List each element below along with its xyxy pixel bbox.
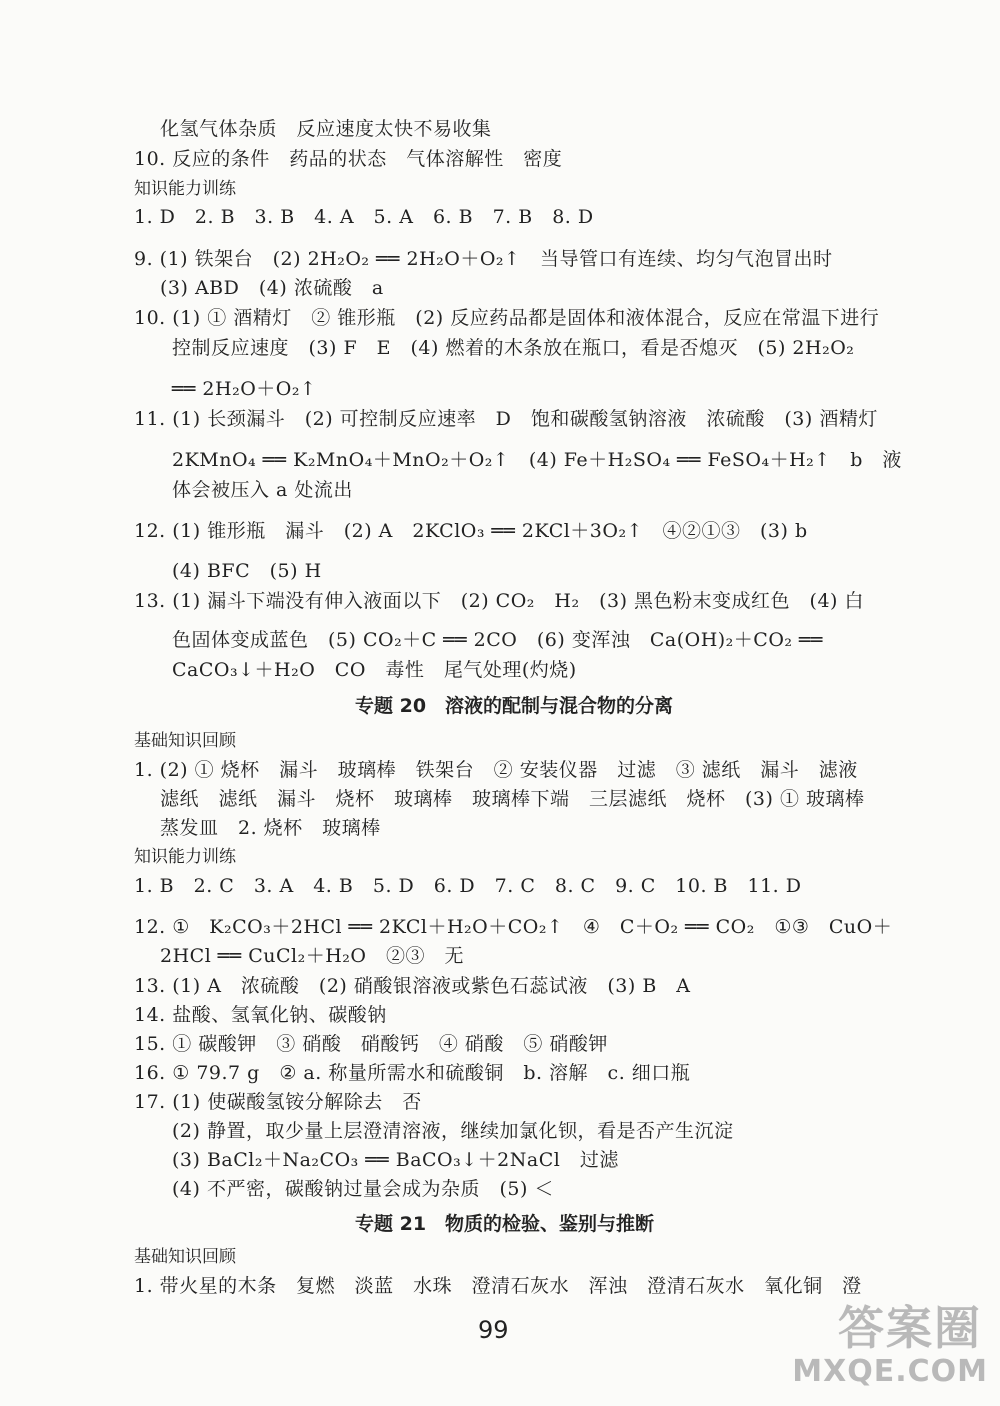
text-line: 化氢气体杂质 反应速度太快不易收集 (160, 118, 492, 140)
text-line: (2) 静置，取少量上层澄清溶液，继续加氯化钡，看是否产生沉淀 (172, 1120, 734, 1142)
text-line: 16. ① 79.7 g ② a. 称量所需水和硫酸铜 b. 溶解 c. 细口瓶 (134, 1062, 691, 1084)
text-line: (3) ABD (4) 浓硫酸 a (160, 277, 384, 299)
text-line: (4) BFC (5) H (172, 560, 322, 582)
subsection-heading: 基础知识回顾 (134, 1247, 236, 1267)
subsection-heading: 知识能力训练 (134, 847, 236, 867)
text-line: 滤纸 滤纸 漏斗 烧杯 玻璃棒 玻璃棒下端 三层滤纸 烧杯 (3) ① 玻璃棒 (160, 788, 865, 810)
text-line: 12. (1) 锥形瓶 漏斗 (2) A 2KClO₃ ══ 2KCl＋3O₂↑ ④②①③ (3) b (134, 520, 808, 542)
subsection-heading: 知识能力训练 (134, 179, 236, 199)
text-line: 蒸发皿 2. 烧杯 玻璃棒 (160, 817, 381, 839)
section-title: 专题 20 溶液的配制与混合物的分离 (355, 695, 674, 717)
text-line: 10. (1) ① 酒精灯 ② 锥形瓶 (2) 反应药品都是固体和液体混合，反应在常温下进行 (134, 307, 880, 329)
section-title: 专题 21 物质的检验、鉴别与推断 (355, 1213, 655, 1235)
text-line: 13. (1) 漏斗下端没有伸入液面以下 (2) CO₂ H₂ (3) 黑色粉末变成红色 (4) 白 (134, 590, 864, 612)
watermark (752, 1292, 992, 1392)
text-line: 控制反应速度 (3) F E (4) 燃着的木条放在瓶口，看是否熄灭 (5) 2H₂O₂ (172, 337, 855, 359)
text-line: 13. (1) A 浓硫酸 (2) 硝酸银溶液或紫色石蕊试液 (3) B A (134, 975, 691, 997)
text-line: ══ 2H₂O＋O₂↑ (172, 378, 317, 400)
text-line: 1. D 2. B 3. B 4. A 5. A 6. B 7. B 8. D (134, 206, 594, 228)
text-line: 14. 盐酸、氢氧化钠、碳酸钠 (134, 1004, 387, 1026)
text-line: 11. (1) 长颈漏斗 (2) 可控制反应速率 D 饱和碳酸氢钠溶液 浓硫酸 (3) 酒精灯 (134, 408, 878, 430)
text-line: 1. 带火星的木条 复燃 淡蓝 水珠 澄清石灰水 浑浊 澄清石灰水 氧化铜 澄 (134, 1275, 862, 1297)
text-line: (4) 不严密，碳酸钠过量会成为杂质 (5) ＜ (172, 1178, 554, 1200)
text-line: 9. (1) 铁架台 (2) 2H₂O₂ ══ 2H₂O＋O₂↑ 当导管口有连续、均匀气泡冒出时 (134, 248, 833, 270)
text-line: 12. ① K₂CO₃＋2HCl ══ 2KCl＋H₂O＋CO₂↑ ④ C＋O₂ ══ CO₂ ①③ CuO＋ (134, 916, 893, 938)
page-number: 99 (478, 1316, 509, 1344)
subsection-heading: 基础知识回顾 (134, 731, 236, 751)
text-line: 10. 反应的条件 药品的状态 气体溶解性 密度 (134, 148, 563, 170)
text-line: 色固体变成蓝色 (5) CO₂＋C ══ 2CO (6) 变浑浊 Ca(OH)₂＋CO₂ ══ (172, 629, 823, 651)
text-line: 2HCl ══ CuCl₂＋H₂O ②③ 无 (160, 945, 464, 967)
text-line: 17. (1) 使碳酸氢铵分解除去 否 (134, 1091, 422, 1113)
text-line: 体会被压入 a 处流出 (172, 479, 353, 501)
watermark-text-top: 答案圈 (838, 1301, 982, 1355)
text-line: 15. ① 碳酸钾 ③ 硝酸 硝酸钙 ④ 硝酸 ⑤ 硝酸钾 (134, 1033, 608, 1055)
text-line: (3) BaCl₂＋Na₂CO₃ ══ BaCO₃↓＋2NaCl 过滤 (172, 1149, 619, 1171)
text-line: 2KMnO₄ ══ K₂MnO₄＋MnO₂＋O₂↑ (4) Fe＋H₂SO₄ ══ FeSO₄＋H₂↑ b 液 (172, 449, 902, 471)
text-line: 1. (2) ① 烧杯 漏斗 玻璃棒 铁架台 ② 安装仪器 过滤 ③ 滤纸 漏斗 滤液 (134, 759, 858, 781)
text-line: CaCO₃↓＋H₂O CO 毒性 尾气处理(灼烧) (172, 659, 577, 681)
text-line: 1. B 2. C 3. A 4. B 5. D 6. D 7. C 8. C 9. C 10. B 11. D (134, 875, 802, 897)
watermark-text-bottom: MXQE.COM (792, 1354, 988, 1389)
